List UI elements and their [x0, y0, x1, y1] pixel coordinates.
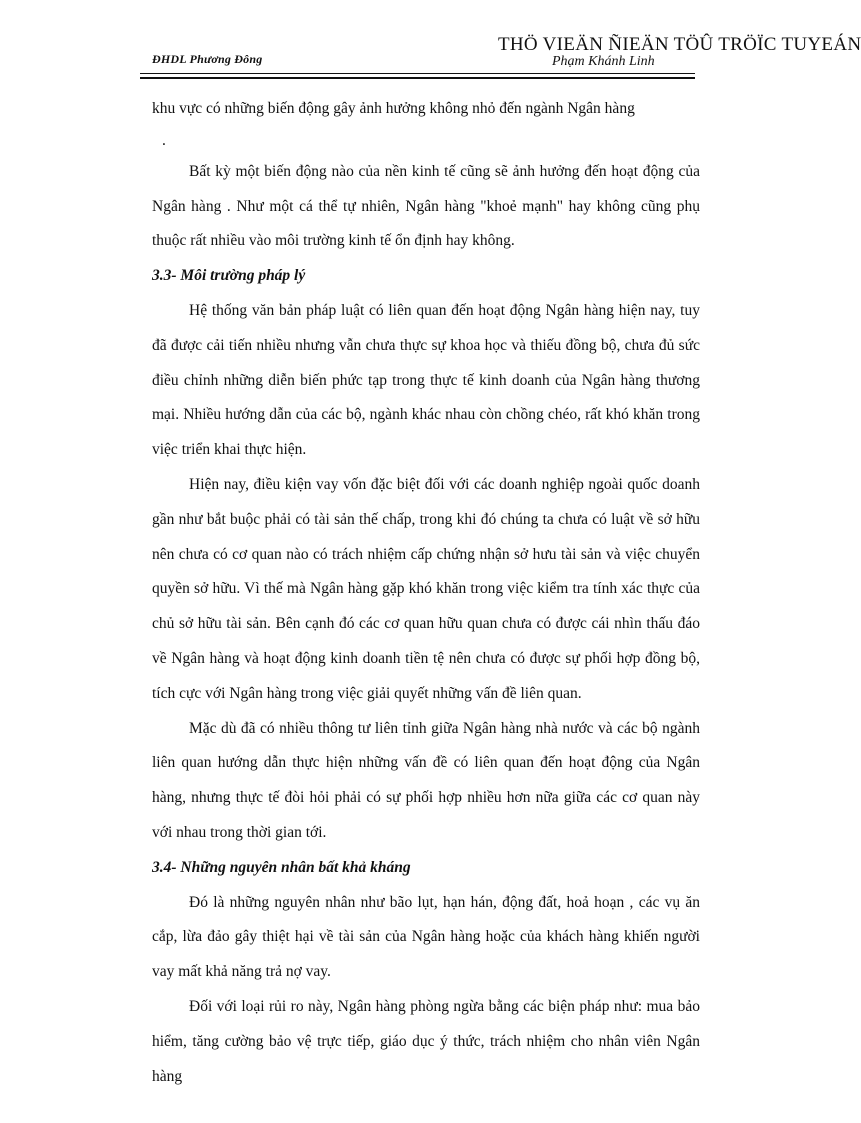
paragraph-1: khu vực có những biến động gây ảnh hưởng không nhỏ đến ngành Ngân hàng — [152, 100, 635, 117]
paragraph-4: Hiện nay, điều kiện vay vốn đặc biệt đối với các doanh nghiệp ngoài quốc doanh gần như bắt buộc phải có tài sản thế chấp, trong khi đó chúng ta chưa có luật về sở hữu nên chưa có cơ quan nào có trách nhiệm cấp chứng nhận sở hưu tài sản và việc chuyển quyền sở hữu. Vì thế mà Ngân hàng gặp khó khăn trong việc kiểm tra tính xác thực của chủ sở hữu tài sản. Bên cạnh đó các cơ quan hữu quan chưa có được cái nhìn thấu đáo về Ngân hàng và hoạt động kinh doanh tiền tệ nên chưa có được sự phối hợp đồng bộ, tích cực với Ngân hàng trong việc giải quyết những vấn đề liên quan. — [152, 475, 700, 702]
header-author: Phạm Khánh Linh — [552, 54, 655, 69]
header-org-name: ĐHDL Phương Đông — [152, 52, 263, 66]
header-watermark: THÖ VIEÄN ÑIEÄN TÖÛ TRÖÏC TUYEÁN — [498, 34, 861, 55]
paragraph-5: Mặc dù đã có nhiều thông tư liên tỉnh giữa Ngân hàng nhà nước và các bộ ngành liên quan hướng dẫn thực hiện những vấn đề có liên quan đến hoạt động của Ngân hàng, nhưng thực tế đòi hỏi phải có sự phối hợp nhiều hơn nữa giữa các cơ quan này với nhau trong thời gian tới. — [152, 719, 700, 841]
section-heading-3-4: 3.4- Những nguyên nhân bất khả kháng — [152, 858, 411, 876]
paragraph-7: Đối với loại rủi ro này, Ngân hàng phòng ngừa bằng các biện pháp như: mua bảo hiểm, tăng cường bảo vệ trực tiếp, giáo dục ý thức, trách nhiệm cho nhân viên Ngân hàng — [152, 997, 700, 1085]
paragraph-3: Hệ thống văn bản pháp luật có liên quan đến hoạt động Ngân hàng hiện nay, tuy đã được cải tiến nhiều nhưng vẫn chưa thực sự khoa học và thiếu đồng bộ, chưa đủ sức điều chỉnh những diễn biến phức tạp trong thực tế kinh doanh của Ngân hàng thương mại. Nhiều hướng dẫn của các bộ, ngành khác nhau còn chồng chéo, rất khó khăn trong việc triển khai thực hiện. — [152, 301, 700, 459]
header-rule-thick — [140, 77, 695, 79]
paragraph-1-dot: . — [162, 131, 166, 149]
paragraph-6: Đó là những nguyên nhân như bão lụt, hạn hán, động đất, hoả hoạn , các vụ ăn cắp, lừa đảo gây thiệt hại về tài sản của Ngân hàng hoặc của khách hàng khiến người vay mất khả năng trả nợ vay. — [152, 893, 700, 981]
header-rule-thin — [140, 73, 695, 74]
document-body — [152, 92, 700, 1094]
paragraph-2: Bất kỳ một biến động nào của nền kinh tế cũng sẽ ảnh hưởng đến hoạt động của Ngân hàng . Như một cá thể tự nhiên, Ngân hàng "khoẻ mạnh" hay không cũng phụ thuộc rất nhiều vào môi trường kinh tế ổn định hay không. — [152, 162, 700, 250]
section-heading-3-3: 3.3- Môi trường pháp lý — [152, 267, 306, 285]
